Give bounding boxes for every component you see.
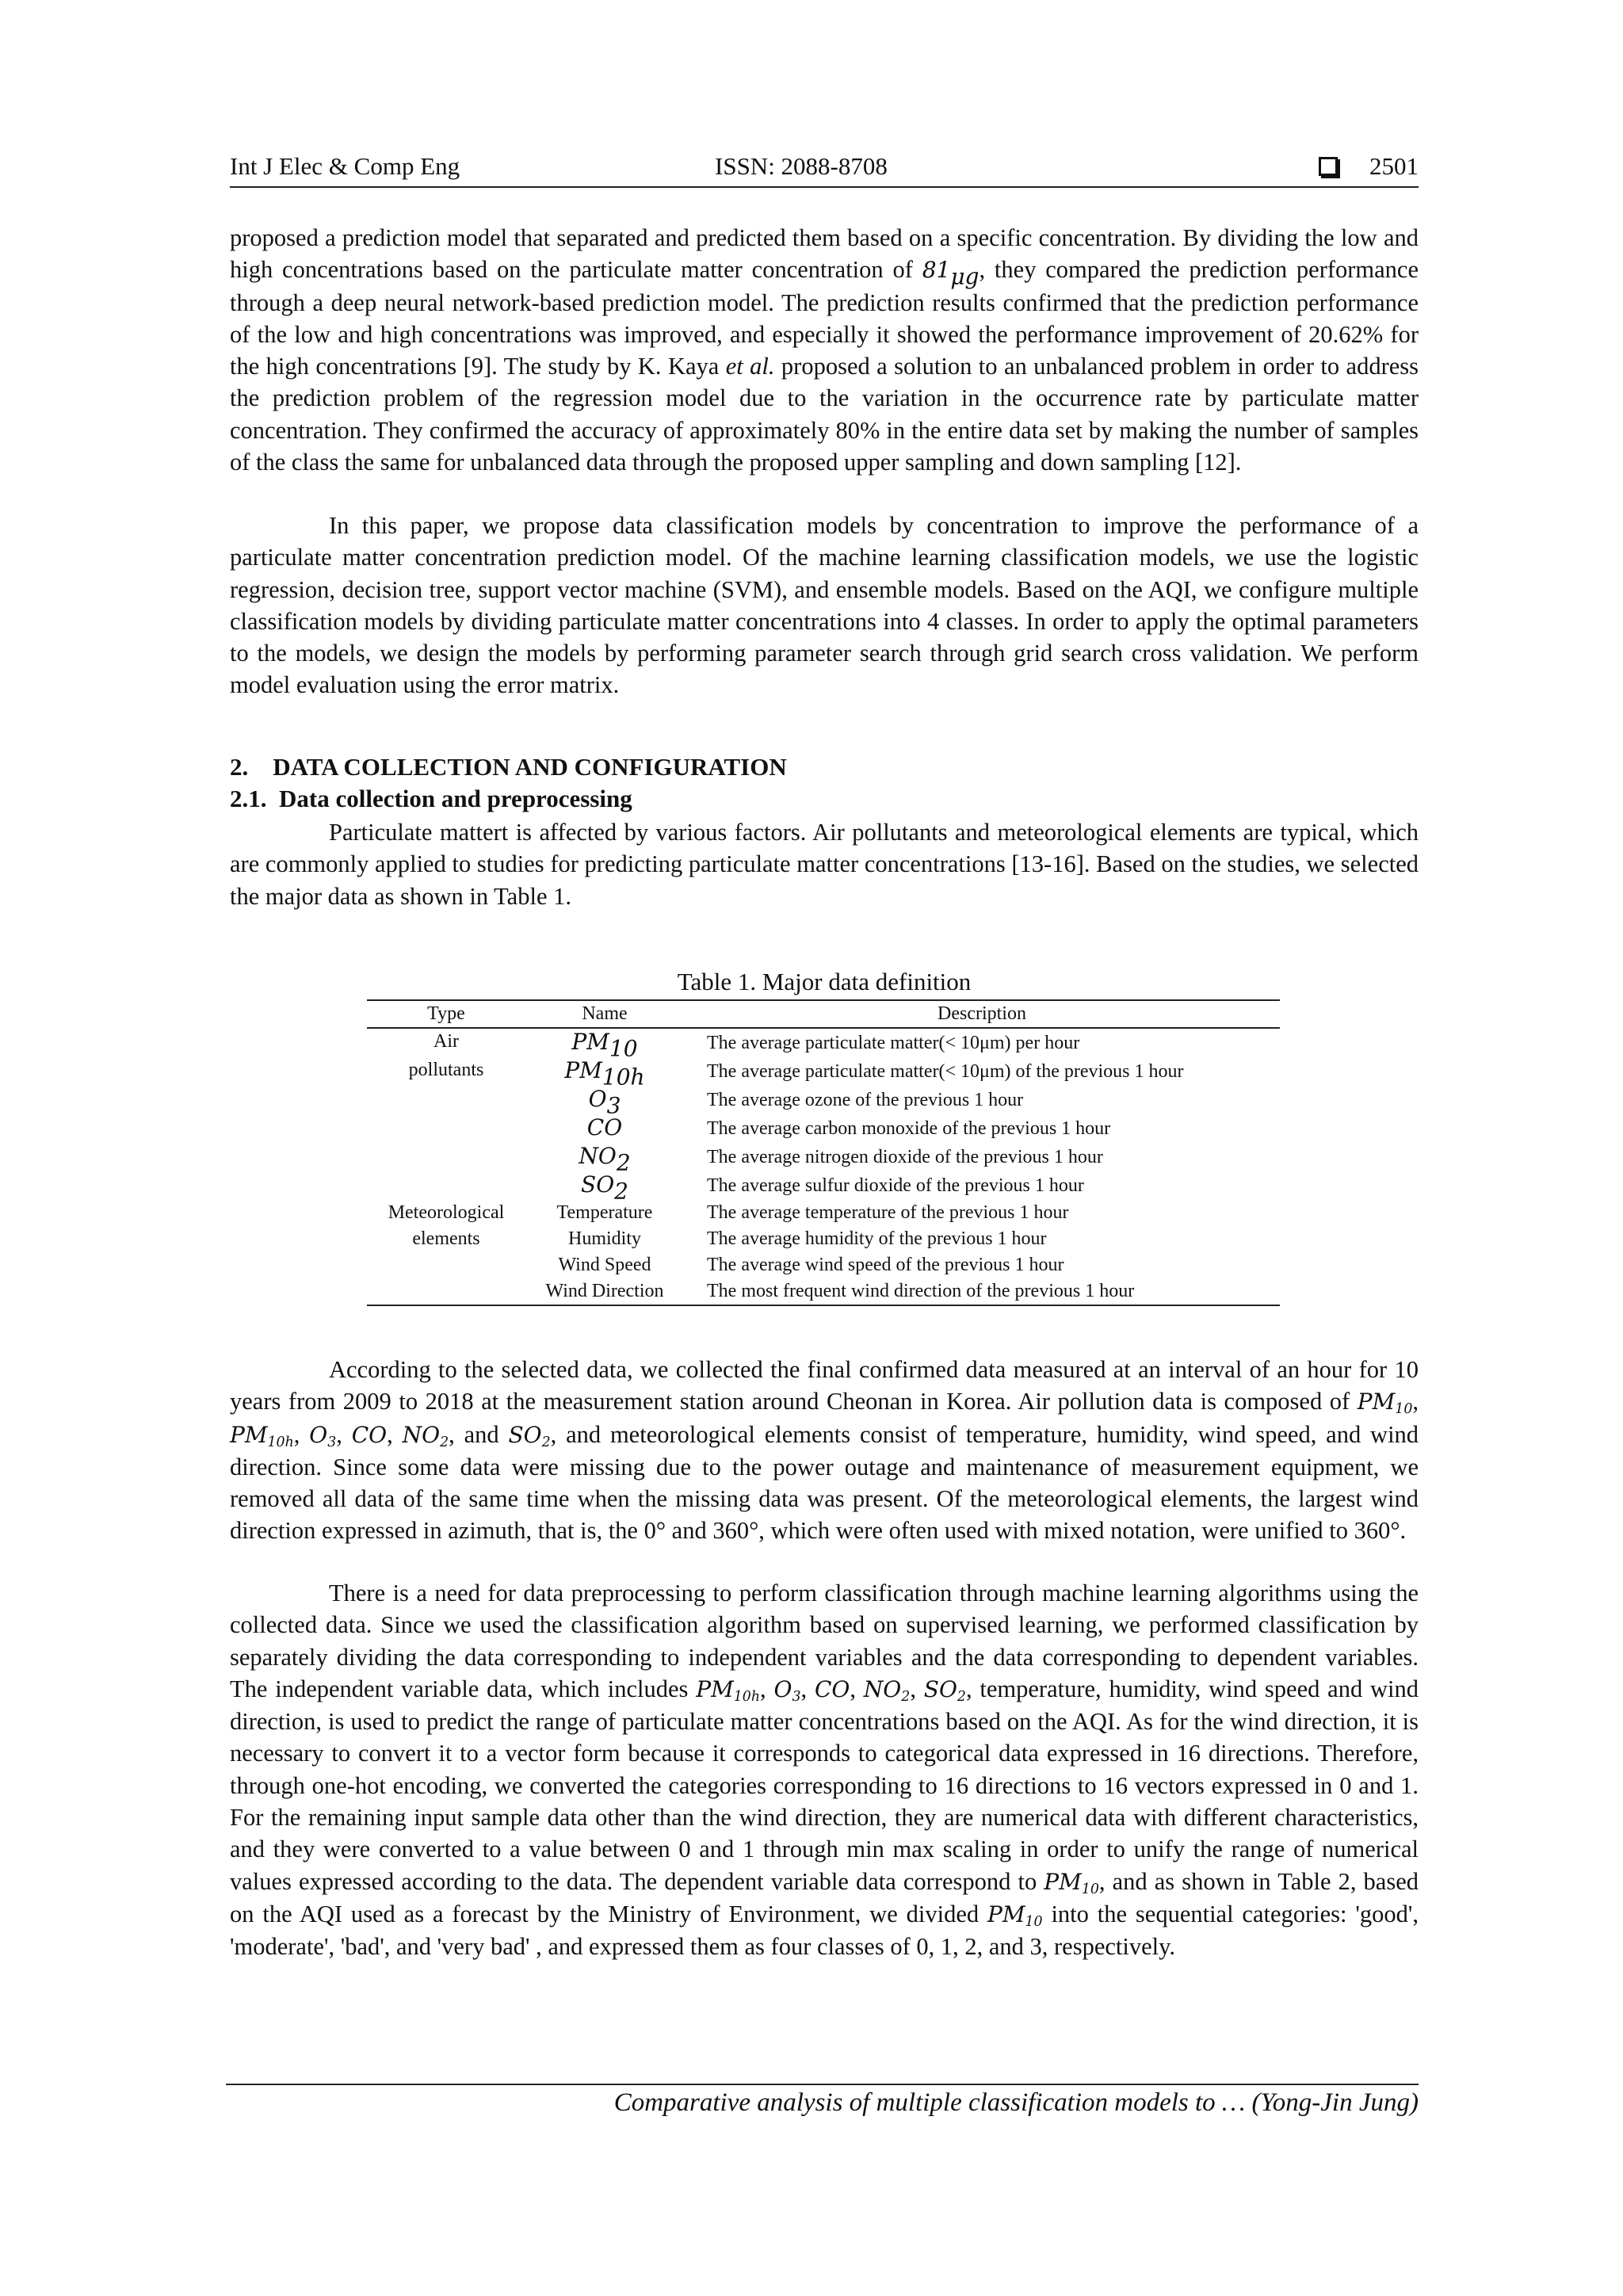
- table-row: pollutants $PM_{10h}$ The average particulate matter(< 10μm) of the previous 1 hour: [408, 1057, 1184, 1091]
- issn: ISSN: 2088-8708: [715, 152, 888, 180]
- journal-name: Int J Elec & Comp Eng: [230, 152, 460, 180]
- table-row: Air $PM_{10}$ The average particulate matter(< 10μm) per hour: [433, 1029, 1080, 1062]
- table-row: Meteorological Temperature The average temperature of the previous 1 hour: [388, 1202, 1069, 1223]
- paragraph-5: There is a need for data preprocessing to perform classification through machine learning algorithms using the collected data. Since we used the classification algorithm based on supervised learning, we performed classification by separately dividing the data corresponding to independent variables and the data corresponding to dependent variables. The independent variable data, which includes $PM_{10h}$, $O_3$, CO, $NO_2$, $SO_2$, temperature, humidity, wind speed and wind direction, is used to predict the range of particulate matter concentrations based on the AQI. As for the wind direction, it is necessary to convert it to a vector form because it corresponds to categorical data expressed in 16 directions. Therefore, through one-hot encoding, we converted the categories corresponding to 16 directions to 16 vectors expressed in 0 and 1. For the remaining input sample data other than the wind direction, they are numerical data with different characteristics, and they were converted to a value between 0 and 1 through min max scaling in order to unify the range of numerical values expressed according to the data. The dependent variable data correspond to $PM_{10}$, and as shown in Table 2, based on the AQI used as a forecast by the Ministry of Environment, we divided $PM_{10}$ into the sequential categories: 'good', 'moderate', 'bad', and 'very bad' , and expressed them as four classes of 0, 1, 2, and 3, respectively.: [230, 1580, 1419, 1961]
- table-row: Wind Direction The most frequent wind direction of the previous 1 hour: [367, 1278, 1280, 1305]
- subsection-heading-2-1: 2.1. Data collection and preprocessing: [230, 785, 632, 812]
- table-caption: Table 1. Major data definition: [677, 968, 972, 995]
- table-header-type: Type: [367, 1000, 525, 1028]
- paragraph-3: Particulate mattert is affected by various factors. Air pollutants and meteorological elements are typical, which are commonly applied to studies for predicting particulate matter concentrations [13-16]. Based on the studies, we selected the major data as shown in Table 1.: [230, 819, 1419, 910]
- table-header-description: Description: [684, 1000, 1280, 1028]
- table-header-name: Name: [525, 1000, 684, 1028]
- paragraph-4: According to the selected data, we collected the final confirmed data measured at an interval of an hour for 10 years from 2009 to 2018 at the measurement station around Cheonan in Korea. Air pollution data is composed of $PM_{10}$, $PM_{10h}$, $O_3$, CO, $NO_2$, and $SO_2$, and meteorological elements consist of temperature, humidity, wind speed, and wind direction. Since some data were missing due to the power outage and maintenance of measurement equipment, we removed all data of the same time when the missing data was present. Of the meteorological elements, the largest wind direction expressed in azimuth, that is, the 0° and 360°, which were often used with mixed notation, were unified to 360°.: [230, 1356, 1419, 1545]
- footer-rule: [226, 2084, 1419, 2085]
- table-row: $NO_2$ The average nitrogen dioxide of the previous 1 hour: [579, 1143, 1103, 1176]
- running-header: [230, 152, 1419, 184]
- table-row: $O_3$ The average ozone of the previous 1 hour: [588, 1086, 1024, 1119]
- table-row: $SO_2$ The average sulfur dioxide of the previous 1 hour: [581, 1171, 1084, 1205]
- table-row: elements Humidity The average humidity of the previous 1 hour: [412, 1228, 1047, 1249]
- major-data-table: [367, 999, 1280, 1306]
- header-rule: [230, 186, 1419, 188]
- paragraph-2: In this paper, we propose data classification models by concentration to improve the performance of a particulate matter concentration prediction model. Of the machine learning classification models, we use the logistic regression, decision tree, support vector machine (SVM), and ensemble models. Based on the AQI, we configure multiple classification models by dividing particulate matter concentrations into 4 classes. In order to apply the optimal parameters to the models, we design the models by performing parameter search through grid search cross validation. We perform model evaluation using the error matrix.: [230, 512, 1419, 699]
- table-row: CO The average carbon monoxide of the previous 1 hour: [586, 1114, 1111, 1140]
- square-box-icon: [1319, 157, 1338, 176]
- paragraph-1: proposed a prediction model that separated and predicted them based on a specific concentration. By dividing the low and high concentrations based on the particulate matter concentration of $81_{\mu g}$, they compared the prediction performance through a deep neural network-based prediction model. The prediction results confirmed that the prediction performance of the low and high concentrations was improved, and especially it showed the performance improvement of 20.62% for the high concentrations [9]. The study by K. Kaya et al. proposed a solution to an unbalanced problem in order to address the prediction problem of the regression model due to the variation in the occurrence rate by particulate matter concentration. They confirmed the accuracy of approximately 80% in the entire data set by making the number of samples of the class the same for unbalanced data through the proposed upper sampling and down sampling [12].: [230, 224, 1419, 476]
- section-heading-2: 2. DATA COLLECTION AND CONFIGURATION: [230, 753, 787, 781]
- running-footer: Comparative analysis of multiple classification models to … (Yong-Jin Jung): [613, 2088, 1419, 2117]
- page-number: 2501: [1369, 152, 1419, 180]
- table-row: Wind Speed The average wind speed of the previous 1 hour: [558, 1255, 1064, 1275]
